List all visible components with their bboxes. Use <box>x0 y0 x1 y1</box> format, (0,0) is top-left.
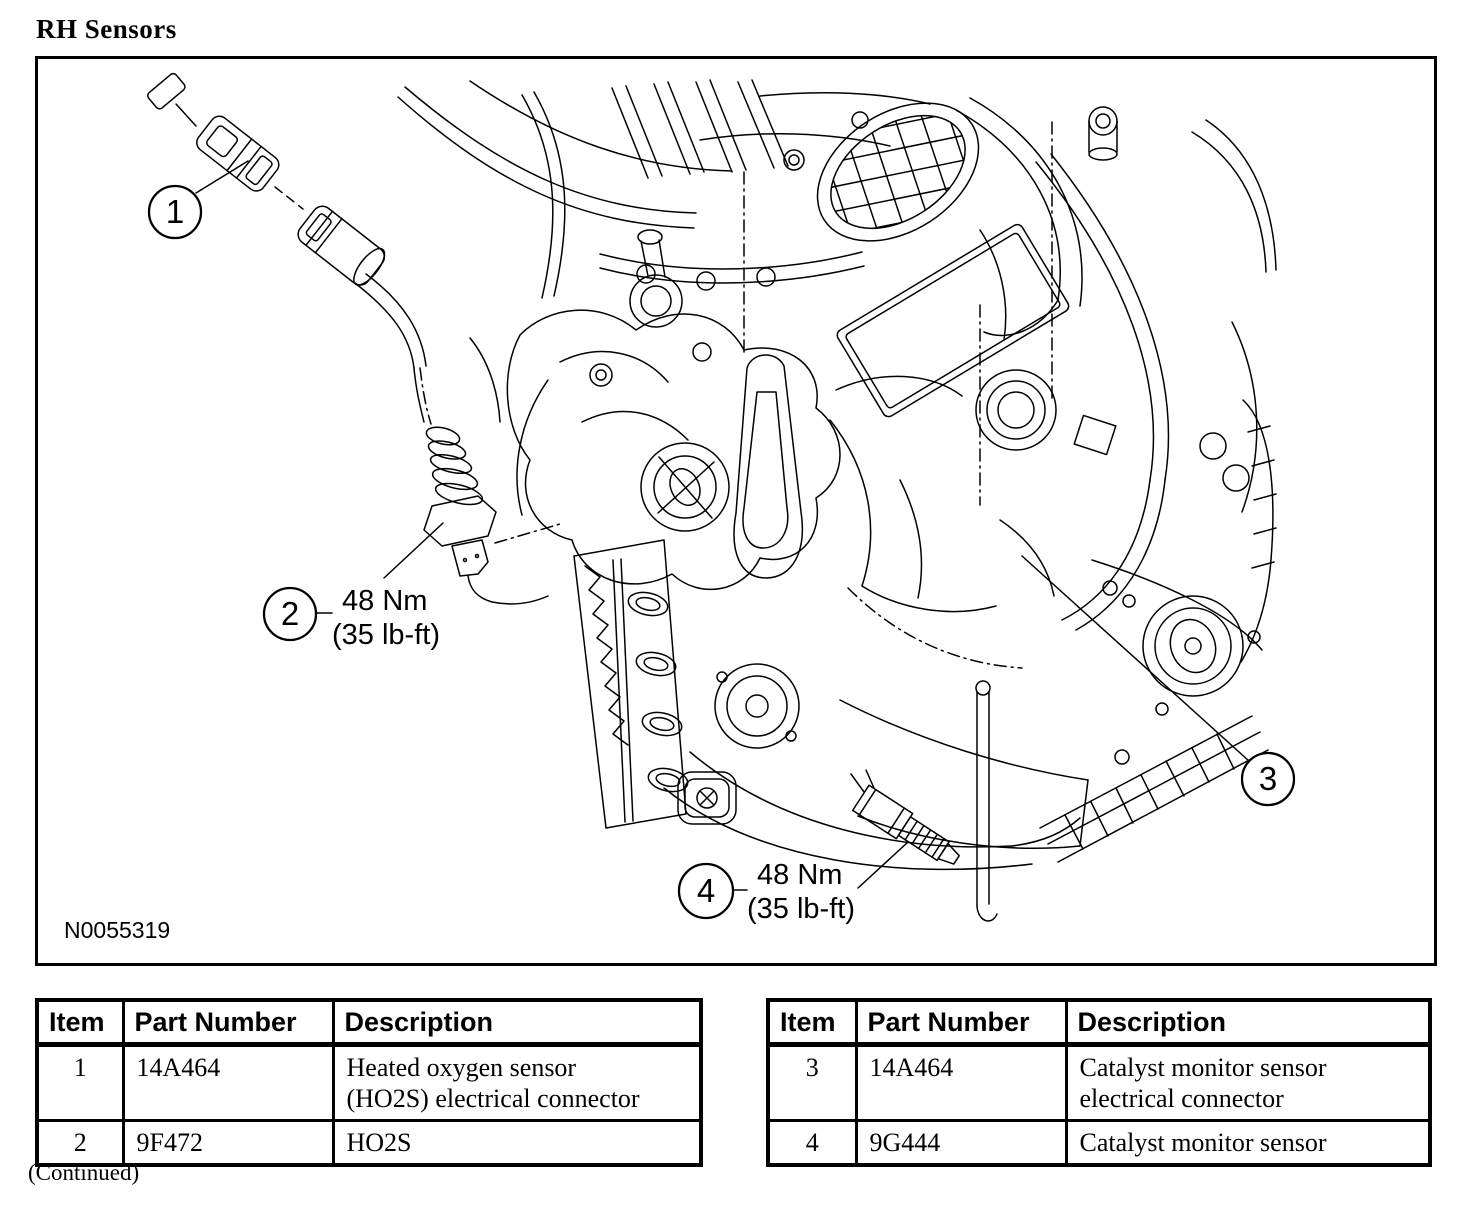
header-item: Item <box>768 1000 856 1045</box>
cell-item: 2 <box>37 1121 123 1166</box>
cell-description: Heated oxygen sensor (HO2S) electrical connector <box>333 1045 701 1121</box>
callout-2-leader <box>384 523 443 578</box>
cell-description: Catalyst monitor sensor electrical connector <box>1066 1045 1430 1121</box>
callout-4 <box>679 842 908 925</box>
callout-3 <box>1022 556 1294 805</box>
table-header-row <box>37 1000 701 1045</box>
table-row <box>768 1121 1430 1166</box>
cell-item: 1 <box>37 1045 123 1121</box>
cell-item: 3 <box>768 1045 856 1121</box>
table-row <box>37 1121 701 1166</box>
table-row <box>768 1045 1430 1121</box>
torque-label-2-line2: (35 lb-ft) <box>332 619 440 651</box>
header-item: Item <box>37 1000 123 1045</box>
callout-1 <box>149 161 248 238</box>
header-part-number: Part Number <box>123 1000 333 1045</box>
callout-1-number: 1 <box>165 193 185 230</box>
parts-table-right <box>766 998 1432 1167</box>
table-row <box>37 1045 701 1121</box>
engine-illustration <box>38 59 1434 963</box>
cell-part-number: 14A464 <box>856 1045 1066 1121</box>
torque-label-4-line2: (35 lb-ft) <box>747 893 855 925</box>
callout-2 <box>264 523 443 651</box>
callout-2-number: 2 <box>280 595 300 632</box>
cell-description: Catalyst monitor sensor <box>1066 1121 1430 1166</box>
ho2s-connector <box>146 72 431 424</box>
catalyst-monitor-sensor <box>851 770 965 872</box>
drawing-number: N0055319 <box>64 917 171 943</box>
callout-3-number: 3 <box>1258 760 1278 797</box>
table-header-row <box>768 1000 1430 1045</box>
torque-label-4-line1: 48 Nm <box>757 859 843 891</box>
figure-frame <box>35 56 1437 966</box>
parts-table-left <box>35 998 703 1167</box>
cell-part-number: 9G444 <box>856 1121 1066 1166</box>
engine-line-art <box>146 60 1276 921</box>
header-description: Description <box>333 1000 701 1045</box>
mesh-grille <box>792 60 1012 269</box>
cell-item: 4 <box>768 1121 856 1166</box>
header-part-number: Part Number <box>856 1000 1066 1045</box>
continued-note: (Continued) <box>28 1160 140 1185</box>
cell-part-number: 9F472 <box>123 1121 333 1166</box>
ho2s-sensor <box>424 424 560 604</box>
torque-label-2-line1: 48 Nm <box>342 585 428 617</box>
timing-cover-seal <box>1123 595 1260 715</box>
page-title: RH Sensors <box>36 14 177 44</box>
header-description: Description <box>1066 1000 1430 1045</box>
callout-4-number: 4 <box>696 872 716 909</box>
cell-description: HO2S <box>333 1121 701 1166</box>
cell-part-number: 14A464 <box>123 1045 333 1121</box>
